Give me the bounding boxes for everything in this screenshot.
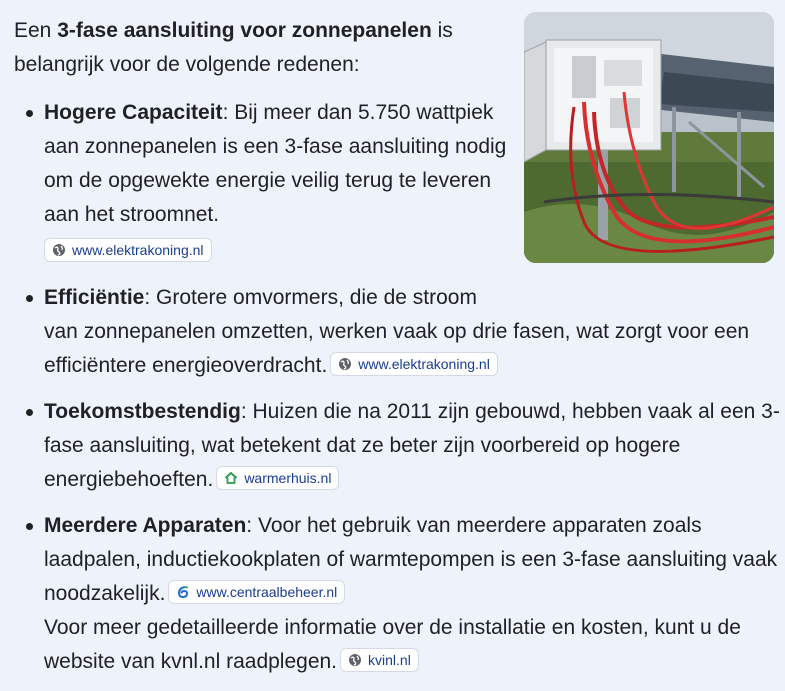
intro-prefix: Een [14,19,58,42]
source-label: www.elektrakoning.nl [358,356,490,372]
item-title: Toekomstbestendig [44,400,241,423]
item-text: : Huizen die na 2011 zijn gebouwd, hebben vaak al een 3-fase aansluiting, wat betekent dat ze beter zijn voorbereid op hogere energiebehoeften. [44,400,780,491]
intro-bold: 3-fase aansluiting voor zonnepanelen [57,19,432,42]
bullet [26,523,33,530]
source-label: warmerhuis.nl [244,470,332,486]
source-chip[interactable] [44,238,212,262]
centraalbeheer-icon [176,585,190,599]
item-title: Efficiëntie [44,286,145,309]
source-chip[interactable] [340,648,419,672]
reasons-list [14,96,784,679]
item-text: : Bij meer dan 5.750 wattpiek aan zonnepanelen is een 3-fase aansluiting nodig om de opgewekte energie veilig terug te leveren aan het stroomnet. [44,101,507,226]
list-item [14,509,784,679]
globe-icon [348,653,362,667]
source-label: kvinl.nl [368,652,411,668]
source-label: www.centraalbeheer.nl [196,584,338,600]
globe-icon [338,357,352,371]
source-chip[interactable] [330,352,498,376]
item-title: Hogere Capaciteit [44,101,223,124]
followup-text: Voor meer gedetailleerde informatie over de installatie en kosten, kunt u de website van kvnl.nl raadplegen. [44,616,741,673]
item-text: : Voor het gebruik van meerdere apparaten zoals laadpalen, inductiekookplaten of warmtepompen is een 3-fase aansluiting vaak noodzakelijk. [44,514,778,605]
intro-suffix: is belangrijk voor de volgende redenen: [14,19,453,76]
bullet [26,110,33,117]
source-chip[interactable] [216,466,339,490]
list-item [14,395,784,497]
house-icon [224,471,238,485]
source-chip[interactable] [168,580,345,604]
source-label: www.elektrakoning.nl [72,242,204,258]
item-text-b: van zonnepanelen omzetten, werken vaak op drie fasen, wat zorgt voor een efficiëntere energieoverdracht. [44,320,750,377]
item-title: Meerdere Apparaten [44,514,247,537]
item-text-a: : Grotere omvormers, die de stroom [144,286,477,309]
bullet [26,295,33,302]
globe-icon [52,243,66,257]
list-item [14,96,514,269]
intro-paragraph [14,14,494,82]
bullet [26,409,33,416]
list-item [14,281,784,383]
